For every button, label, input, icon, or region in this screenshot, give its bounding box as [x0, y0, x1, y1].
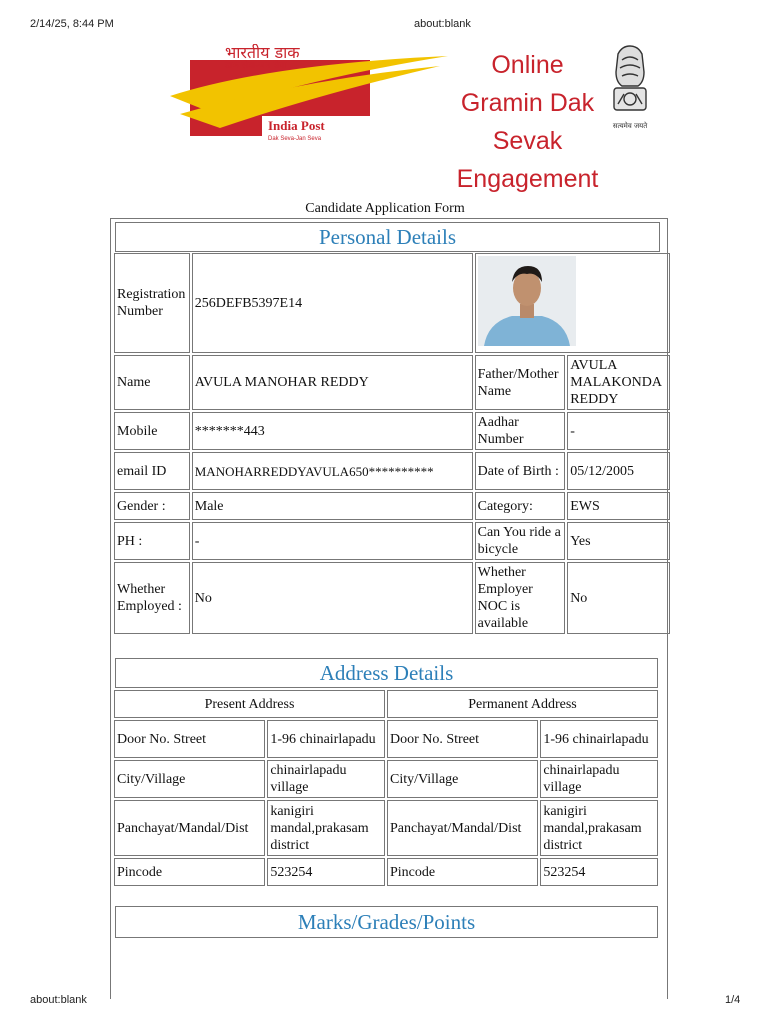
personal-details-table: [112, 251, 672, 636]
site-title: [440, 46, 615, 198]
permanent-address-header: Permanent Address: [387, 690, 658, 718]
permanent-panchayat-value: kanigiri mandal,prakasam district: [540, 800, 658, 856]
present-door-label: Door No. Street: [114, 720, 265, 758]
permanent-panchayat-label: Panchayat/Mandal/Dist: [387, 800, 538, 856]
title-line: Sevak: [492, 127, 563, 155]
reg-label: Registration Number: [114, 253, 190, 353]
national-emblem-icon: [604, 42, 656, 134]
address-details-heading: Address Details: [115, 658, 658, 688]
present-city-value: chinairlapadu village: [267, 760, 385, 798]
page-number: 1/4: [725, 994, 741, 1006]
gender-label: Gender :: [114, 492, 190, 520]
employed-label: Whether Employed :: [114, 562, 190, 634]
employed-value: No: [192, 562, 473, 634]
dob-label: Date of Birth :: [475, 452, 566, 490]
logo-hindi-title: भारतीय डाक: [225, 44, 300, 62]
print-url-top: about:blank: [414, 18, 471, 30]
present-pincode-label: Pincode: [114, 858, 265, 886]
permanent-door-label: Door No. Street: [387, 720, 538, 758]
ph-value: -: [192, 522, 473, 560]
present-panchayat-label: Panchayat/Mandal/Dist: [114, 800, 265, 856]
logo-tagline: Dak Seva-Jan Seva: [268, 136, 322, 142]
print-url-bottom: about:blank: [30, 994, 87, 1006]
name-value: AVULA MANOHAR REDDY: [192, 355, 473, 410]
father-value: AVULA MALAKONDA REDDY: [567, 355, 670, 410]
category-label: Category:: [475, 492, 566, 520]
ph-label: PH :: [114, 522, 190, 560]
logo-hindi-tagline: डाक सेवा-जन सेवा: [225, 61, 287, 71]
name-label: Name: [114, 355, 190, 410]
father-label: Father/Mother Name: [475, 355, 566, 410]
photo-cell: [475, 253, 670, 353]
noc-value: No: [567, 562, 670, 634]
title-line: Engagement: [456, 165, 599, 193]
aadhar-label: Aadhar Number: [475, 412, 566, 450]
personal-details-heading: Personal Details: [115, 222, 660, 252]
permanent-city-value: chinairlapadu village: [540, 760, 658, 798]
aadhar-value: -: [567, 412, 670, 450]
present-pincode-value: 523254: [267, 858, 385, 886]
permanent-city-label: City/Village: [387, 760, 538, 798]
emblem-caption: सत्यमेव जयते: [612, 122, 648, 130]
permanent-pincode-label: Pincode: [387, 858, 538, 886]
present-door-value: 1-96 chinairlapadu: [267, 720, 385, 758]
print-datetime: 2/14/25, 8:44 PM: [30, 18, 114, 30]
email-label: email ID: [114, 452, 190, 490]
title-line: Gramin Dak: [460, 89, 595, 117]
noc-label: Whether Employer NOC is available: [475, 562, 566, 634]
email-value: MANOHARREDDYAVULA650**********: [192, 452, 473, 490]
marks-heading: Marks/Grades/Points: [115, 906, 658, 938]
bicycle-value: Yes: [567, 522, 670, 560]
gender-value: Male: [192, 492, 473, 520]
form-title: Candidate Application Form: [305, 201, 465, 216]
candidate-photo: [478, 256, 576, 346]
bicycle-label: Can You ride a bicycle: [475, 522, 566, 560]
address-details-table: [112, 688, 660, 888]
present-city-label: City/Village: [114, 760, 265, 798]
title-line: Online: [491, 51, 564, 79]
mobile-label: Mobile: [114, 412, 190, 450]
category-value: EWS: [567, 492, 670, 520]
permanent-pincode-value: 523254: [540, 858, 658, 886]
reg-value: 256DEFB5397E14: [192, 253, 473, 353]
india-post-logo: [150, 44, 450, 144]
logo-english: India Post: [268, 118, 325, 133]
dob-value: 05/12/2005: [567, 452, 670, 490]
permanent-door-value: 1-96 chinairlapadu: [540, 720, 658, 758]
present-panchayat-value: kanigiri mandal,prakasam district: [267, 800, 385, 856]
present-address-header: Present Address: [114, 690, 385, 718]
mobile-value: *******443: [192, 412, 473, 450]
